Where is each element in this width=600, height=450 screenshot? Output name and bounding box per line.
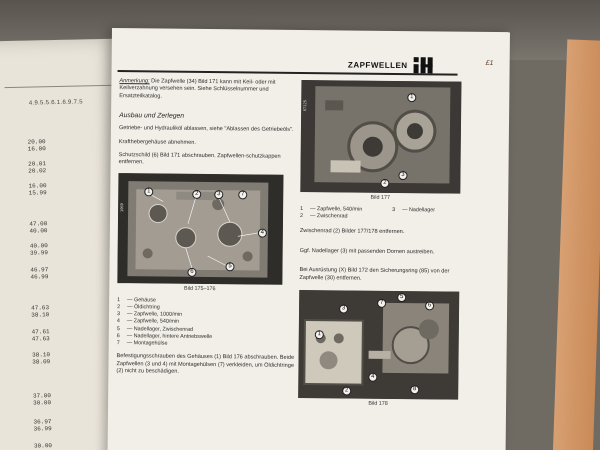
book-cover-edge: [553, 39, 600, 450]
num: 40.00: [29, 227, 48, 235]
num: 15.99: [28, 189, 47, 197]
left-page-numbers-i: [32, 351, 50, 365]
num: 38.10: [32, 351, 51, 359]
left-page-numbers-k: [33, 418, 51, 432]
num: 38.10: [31, 311, 50, 319]
legend-177: [300, 206, 460, 222]
paragraph: Zwischenrad (2) Bilder 177/178 entfernen.: [299, 228, 405, 236]
paragraph: Ggf. Nadellager (3) mit passenden Dornen austreiben.: [299, 247, 435, 256]
legend-item: 3 — Nadellager: [392, 206, 436, 214]
callout-5: 5: [225, 262, 234, 271]
num: 16.00: [27, 145, 46, 153]
left-page-numbers-g: [31, 304, 49, 318]
num: 16.00: [28, 182, 47, 190]
left-page-numbers-h: [32, 328, 50, 342]
callout-6: 6: [425, 301, 434, 310]
note-text: Die Zapfwelle (34) Bild 171 kann mit Keil- oder mit Keilverzahnung versehen sein. Siehe Schlüsselnummer und Ersatzteilkatalog.: [119, 78, 276, 100]
legend-item: 1 — Zapfwelle, 540/min: [300, 205, 363, 213]
callout-2: 2: [342, 386, 351, 395]
num: 40.00: [29, 242, 48, 250]
num: 36.99: [33, 425, 52, 433]
paragraph: Getriebe- und Hydrauliköl ablassen, siehe "Ablassen des Getriebeöls".: [118, 125, 294, 134]
legend-item: 2 — Öldichtring: [117, 304, 160, 311]
left-page-reference: 4.9.5.5.6.1.6.9.7.5: [28, 99, 83, 107]
legend-item: 6 — Nadellager, hintere Antriebswelle: [116, 332, 213, 340]
callout-1: 1: [315, 330, 324, 339]
left-page-numbers-a: [28, 138, 46, 152]
photo-bild-177: [300, 80, 461, 194]
num: 47.63: [31, 335, 50, 343]
photo-bild-178: [298, 290, 459, 400]
num: 46.97: [30, 266, 49, 274]
callout-1: 1: [407, 93, 416, 102]
num: 30.00: [33, 399, 52, 407]
left-page-numbers-d: [29, 220, 47, 234]
legend-175: [117, 297, 298, 349]
legend-item: 2 — Zwischenrad: [300, 213, 348, 220]
left-page-numbers-j: [33, 392, 51, 406]
note-label: Anmerkung:: [119, 78, 150, 85]
paragraph: Bei Ausrüstung (X) Bild 172 den Sicherungsring (85) von der Zapfwelle (30) entfernen.: [299, 267, 450, 282]
num: 47.63: [31, 304, 50, 312]
num: 20.02: [28, 167, 47, 175]
left-page-numbers-l: [34, 442, 52, 449]
left-page-numbers-f: [30, 266, 48, 280]
legend-item: 3 — Zapfwelle, 1000/min: [116, 311, 183, 319]
left-column: [116, 78, 299, 377]
callout-4: 4: [258, 228, 267, 237]
caption-bild-175: Bild 175–176: [183, 285, 216, 292]
caption-bild-178: Bild 178: [368, 400, 388, 407]
num: 39.99: [29, 249, 49, 257]
note: [119, 78, 299, 102]
num: 36.97: [33, 418, 52, 426]
gear-photo-illustration: [300, 80, 461, 194]
page-mark: £1: [485, 59, 494, 67]
legend-item: 1 — Gehäuse: [117, 296, 156, 304]
left-page-numbers-c: [28, 182, 46, 196]
callout-3: 3: [398, 171, 407, 180]
num: 38.09: [32, 358, 51, 366]
num: 37.00: [32, 392, 52, 400]
ih-logo-icon: [412, 56, 436, 74]
photo-side-code: 67125: [302, 99, 308, 112]
callout-2: 2: [380, 179, 389, 188]
num: 20.00: [27, 138, 46, 146]
num: 46.99: [30, 273, 49, 281]
left-page-numbers-b: [28, 160, 46, 174]
callout-5: 5: [397, 293, 406, 302]
page-header: [118, 58, 458, 76]
paragraph: Krafthebergehäuse abnehmen.: [118, 138, 196, 146]
legend-item: 4 — Zapfwelle, 540/min: [116, 318, 180, 326]
paragraph: Schutzschild (6) Bild 171 abschrauben. Zapfwellen-schutzkappen entfernen.: [118, 152, 281, 166]
num: 30.00: [33, 442, 53, 450]
callout-3: 3: [339, 304, 348, 313]
callout-7: 7: [377, 299, 386, 308]
num: 20.01: [28, 160, 47, 168]
page-title: ZAPFWELLEN: [347, 60, 408, 71]
paragraph: Befestigungsschrauben des Gehäuses (1) Bild 176 abschrauben. Beide Zapfwellen (3 und 4) mit Montagehülsen (7) verkleiden, um Öldichtringe (2) nicht zu beschädigen.: [116, 353, 295, 375]
caption-bild-177: Bild 177: [370, 194, 391, 201]
right-page: [107, 28, 510, 450]
callout-6: 6: [187, 268, 196, 277]
callout-2: 2: [192, 190, 201, 199]
num: 47.00: [29, 220, 48, 228]
left-page-rule: [4, 85, 114, 88]
callout-3: 3: [214, 190, 223, 199]
right-column: [298, 80, 466, 408]
photo-bild-175: [117, 173, 283, 285]
num: 47.61: [31, 328, 50, 336]
callout-8: 8: [410, 385, 419, 394]
callout-1: 1: [144, 187, 153, 196]
section-title: Ausbau und Zerlegen: [119, 112, 185, 120]
photo-side-code: 1969: [119, 202, 125, 212]
left-page-numbers-e: [30, 242, 48, 256]
legend-item: 5 — Nadellager, Zwischenrad: [116, 325, 194, 333]
legend-item: 7 — Montagehülse: [116, 340, 168, 347]
callout-4: 4: [368, 373, 377, 382]
callout-7: 7: [238, 190, 247, 199]
